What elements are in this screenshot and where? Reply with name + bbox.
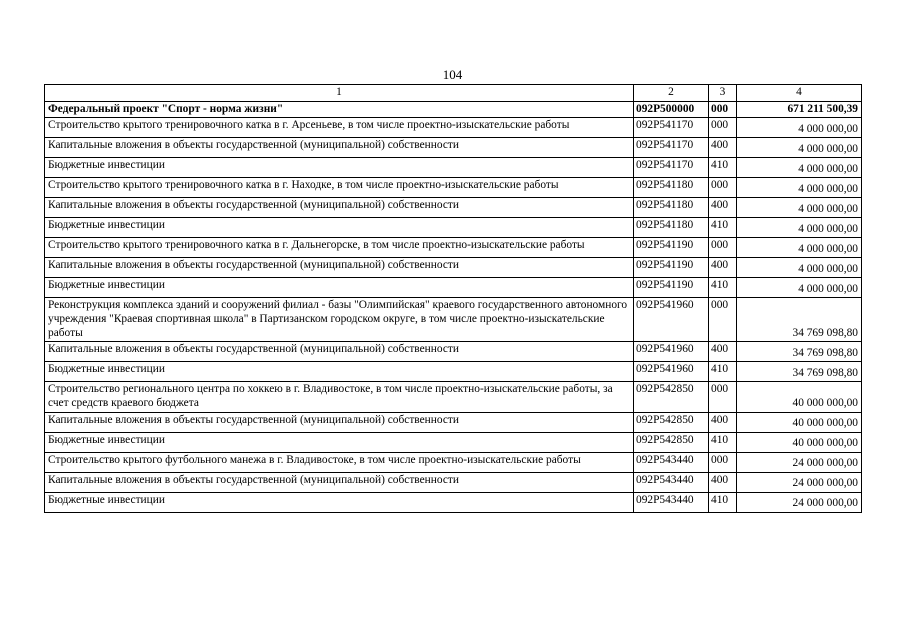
table-row — [45, 342, 862, 362]
item-code-cell: 092P541190 — [634, 238, 709, 258]
table-row — [45, 258, 862, 278]
table-row — [45, 198, 862, 218]
item-code-cell: 092P541180 — [634, 198, 709, 218]
item-code-cell: 092P541170 — [634, 158, 709, 178]
expense-type-cell: 410 — [709, 158, 737, 178]
item-code-cell: 092P541180 — [634, 218, 709, 238]
expense-type-cell: 400 — [709, 412, 737, 432]
table-row — [45, 118, 862, 138]
column-number-1: 1 — [45, 85, 634, 102]
item-code-cell: 092P541190 — [634, 258, 709, 278]
amount-cell: 4 000 000,00 — [737, 138, 862, 158]
table-row — [45, 472, 862, 492]
expense-type-cell: 400 — [709, 258, 737, 278]
item-name-cell: Строительство регионального центра по хоккею в г. Владивостоке, в том числе проектно-изыскательские работы, за счет средств краевого бюджета — [45, 382, 634, 412]
amount-cell: 40 000 000,00 — [737, 432, 862, 452]
page-number: 104 — [442, 67, 463, 82]
expense-type-cell: 000 — [709, 298, 737, 342]
amount-cell: 4 000 000,00 — [737, 218, 862, 238]
item-name-cell: Строительство крытого футбольного манежа в г. Владивостоке, в том числе проектно-изыскательские работы — [45, 452, 634, 472]
column-number-row — [45, 85, 862, 102]
item-code-cell: 092P541170 — [634, 138, 709, 158]
item-name-cell: Строительство крытого тренировочного катка в г. Арсеньеве, в том числе проектно-изыскательские работы — [45, 118, 634, 138]
item-name-cell: Бюджетные инвестиции — [45, 278, 634, 298]
expense-type-cell: 400 — [709, 138, 737, 158]
amount-cell: 671 211 500,39 — [737, 101, 862, 118]
expense-type-cell: 000 — [709, 101, 737, 118]
table-row — [45, 452, 862, 472]
expense-type-cell: 410 — [709, 278, 737, 298]
item-name-cell: Капитальные вложения в объекты государственной (муниципальной) собственности — [45, 412, 634, 432]
table-row — [45, 432, 862, 452]
amount-cell: 4 000 000,00 — [737, 158, 862, 178]
table-row — [45, 412, 862, 432]
expense-type-cell: 000 — [709, 178, 737, 198]
item-name-cell: Бюджетные инвестиции — [45, 158, 634, 178]
table-row — [45, 382, 862, 412]
table-total-row — [45, 101, 862, 118]
expense-type-cell: 400 — [709, 472, 737, 492]
item-code-cell: 092P543440 — [634, 472, 709, 492]
item-code-cell: 092P542850 — [634, 412, 709, 432]
item-name-cell: Строительство крытого тренировочного катка в г. Находке, в том числе проектно-изыскательские работы — [45, 178, 634, 198]
item-code-cell: 092P542850 — [634, 382, 709, 412]
amount-cell: 40 000 000,00 — [737, 382, 862, 412]
item-code-cell: 092P542850 — [634, 432, 709, 452]
table-row — [45, 298, 862, 342]
amount-cell: 34 769 098,80 — [737, 362, 862, 382]
item-code-cell: 092P541960 — [634, 342, 709, 362]
amount-cell: 4 000 000,00 — [737, 278, 862, 298]
expense-type-cell: 000 — [709, 452, 737, 472]
expense-type-cell: 000 — [709, 238, 737, 258]
item-code-cell: 092P541180 — [634, 178, 709, 198]
amount-cell: 24 000 000,00 — [737, 452, 862, 472]
amount-cell: 24 000 000,00 — [737, 492, 862, 512]
column-number-3: 3 — [709, 85, 737, 102]
item-code-cell: 092P541960 — [634, 362, 709, 382]
expense-type-cell: 000 — [709, 118, 737, 138]
item-name-cell: Капитальные вложения в объекты государственной (муниципальной) собственности — [45, 342, 634, 362]
item-name-cell: Бюджетные инвестиции — [45, 492, 634, 512]
item-name-cell: Федеральный проект "Спорт - норма жизни" — [45, 101, 634, 118]
expense-type-cell: 400 — [709, 342, 737, 362]
expense-type-cell: 410 — [709, 218, 737, 238]
table-row — [45, 178, 862, 198]
amount-cell: 4 000 000,00 — [737, 198, 862, 218]
item-name-cell: Реконструкция комплекса зданий и сооружений филиал - базы "Олимпийская" краевого государственного автономного учреждения "Краевая спортивная школа" в Партизанском городском округе, в том числе проектно-изыскательские работы — [45, 298, 634, 342]
amount-cell: 4 000 000,00 — [737, 238, 862, 258]
budget-table-body — [45, 85, 862, 513]
item-code-cell: 092P541960 — [634, 298, 709, 342]
table-row — [45, 138, 862, 158]
table-row — [45, 492, 862, 512]
item-name-cell: Капитальные вложения в объекты государственной (муниципальной) собственности — [45, 472, 634, 492]
item-code-cell: 092P543440 — [634, 452, 709, 472]
expense-type-cell: 410 — [709, 362, 737, 382]
item-name-cell: Бюджетные инвестиции — [45, 362, 634, 382]
column-number-2: 2 — [634, 85, 709, 102]
item-name-cell: Бюджетные инвестиции — [45, 218, 634, 238]
amount-cell: 24 000 000,00 — [737, 472, 862, 492]
table-row — [45, 158, 862, 178]
column-number-4: 4 — [737, 85, 862, 102]
amount-cell: 34 769 098,80 — [737, 342, 862, 362]
item-code-cell: 092P541190 — [634, 278, 709, 298]
item-name-cell: Капитальные вложения в объекты государственной (муниципальной) собственности — [45, 138, 634, 158]
amount-cell: 4 000 000,00 — [737, 258, 862, 278]
table-row — [45, 218, 862, 238]
expense-type-cell: 410 — [709, 492, 737, 512]
amount-cell: 40 000 000,00 — [737, 412, 862, 432]
table-row — [45, 362, 862, 382]
item-name-cell: Капитальные вложения в объекты государственной (муниципальной) собственности — [45, 198, 634, 218]
amount-cell: 4 000 000,00 — [737, 118, 862, 138]
amount-cell: 4 000 000,00 — [737, 178, 862, 198]
expense-type-cell: 410 — [709, 432, 737, 452]
expense-type-cell: 000 — [709, 382, 737, 412]
item-code-cell: 092P541170 — [634, 118, 709, 138]
item-name-cell: Бюджетные инвестиции — [45, 432, 634, 452]
item-name-cell: Капитальные вложения в объекты государственной (муниципальной) собственности — [45, 258, 634, 278]
item-name-cell: Строительство крытого тренировочного катка в г. Дальнегорске, в том числе проектно-изыскательские работы — [45, 238, 634, 258]
item-code-cell: 092P543440 — [634, 492, 709, 512]
budget-table — [44, 84, 862, 513]
amount-cell: 34 769 098,80 — [737, 298, 862, 342]
item-code-cell: 092P500000 — [634, 101, 709, 118]
table-row — [45, 238, 862, 258]
expense-type-cell: 400 — [709, 198, 737, 218]
table-row — [45, 278, 862, 298]
